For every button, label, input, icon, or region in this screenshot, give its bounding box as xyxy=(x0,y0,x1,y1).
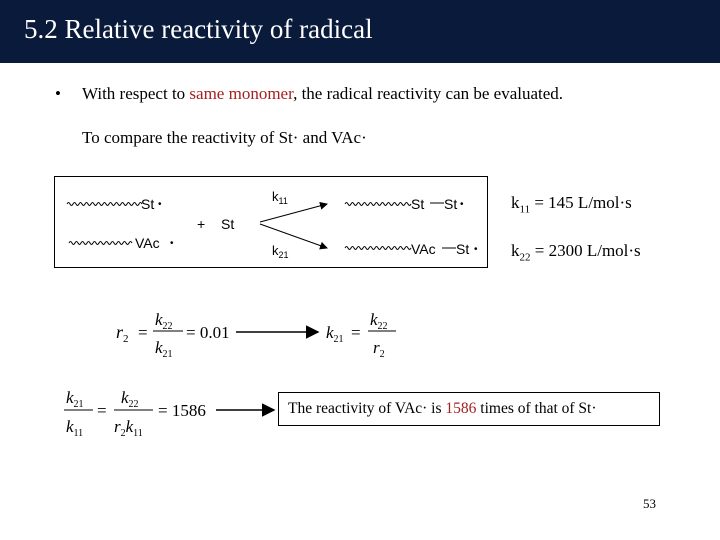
svg-text:=: = xyxy=(138,323,148,342)
product-vac-right: St xyxy=(456,241,470,257)
st-radical-label: St xyxy=(141,196,155,212)
radical-dot-2: • xyxy=(170,238,174,249)
plus-sign: + xyxy=(197,216,206,232)
k22-value-label: $k_{22} = 2300$ L/mol·s xyxy=(511,241,641,264)
radical-dot-1: • xyxy=(158,199,162,210)
ratio-equation xyxy=(64,388,206,439)
svg-text:k22: $k_{22}$ xyxy=(121,388,139,410)
r2-equation xyxy=(116,310,230,360)
svg-text:= 0.01: = 0.01 xyxy=(186,323,230,342)
svg-text:= 1586: = 1586 xyxy=(158,401,206,420)
compare-line: To compare the reactivity of St· and VAc· xyxy=(82,128,367,147)
svg-text:k22: $k_{22}$ xyxy=(370,310,388,332)
monomer-label: St xyxy=(221,216,235,232)
vac-radical-label: VAc xyxy=(135,235,160,251)
k11-symbol: $k_{11}$ xyxy=(272,189,288,206)
radical-dot-4: • xyxy=(474,244,478,255)
product-st-left: St xyxy=(411,196,425,212)
svg-text:k11: $k_{11}$ xyxy=(66,417,84,439)
slide-title: 5.2 Relative reactivity of radical xyxy=(24,14,373,44)
bullet-text-start: With respect to xyxy=(82,84,190,103)
bullet-dot: • xyxy=(55,84,61,103)
result-box xyxy=(278,392,660,426)
bullet-text-end: , the radical reactivity can be evaluated. xyxy=(293,84,564,103)
result-text-end: times of that of St· xyxy=(476,400,597,417)
svg-text:k21: $k_{21}$ xyxy=(66,388,84,410)
svg-text:=: = xyxy=(351,323,361,342)
page-number: 53 xyxy=(643,496,656,511)
svg-text:k22: $k_{22}$ xyxy=(155,310,173,332)
svg-text:k21: $k_{21}$ xyxy=(326,323,344,345)
result-text-start: The reactivity of VAc· is xyxy=(288,400,446,417)
k21-equation xyxy=(326,310,396,360)
k21-symbol: $k_{21}$ xyxy=(272,243,289,260)
svg-text:r2: $r_2$ xyxy=(373,338,385,360)
product-vac-left: VAc xyxy=(411,241,436,257)
svg-text:k21: $k_{21}$ xyxy=(155,338,173,360)
k11-value-label: $k_{11} = 145$ L/mol·s xyxy=(511,193,632,216)
bullet-text-emphasis: same monomer xyxy=(189,84,294,103)
radical-dot-3: • xyxy=(460,199,464,210)
result-value-emphasis: 1586 xyxy=(445,400,477,417)
product-st-right: St xyxy=(444,196,458,212)
svg-text:r2: $r_2$ xyxy=(116,322,129,345)
svg-text:=: = xyxy=(97,401,107,420)
svg-text:r2k11: $r_2k_{11}$ xyxy=(114,417,143,439)
